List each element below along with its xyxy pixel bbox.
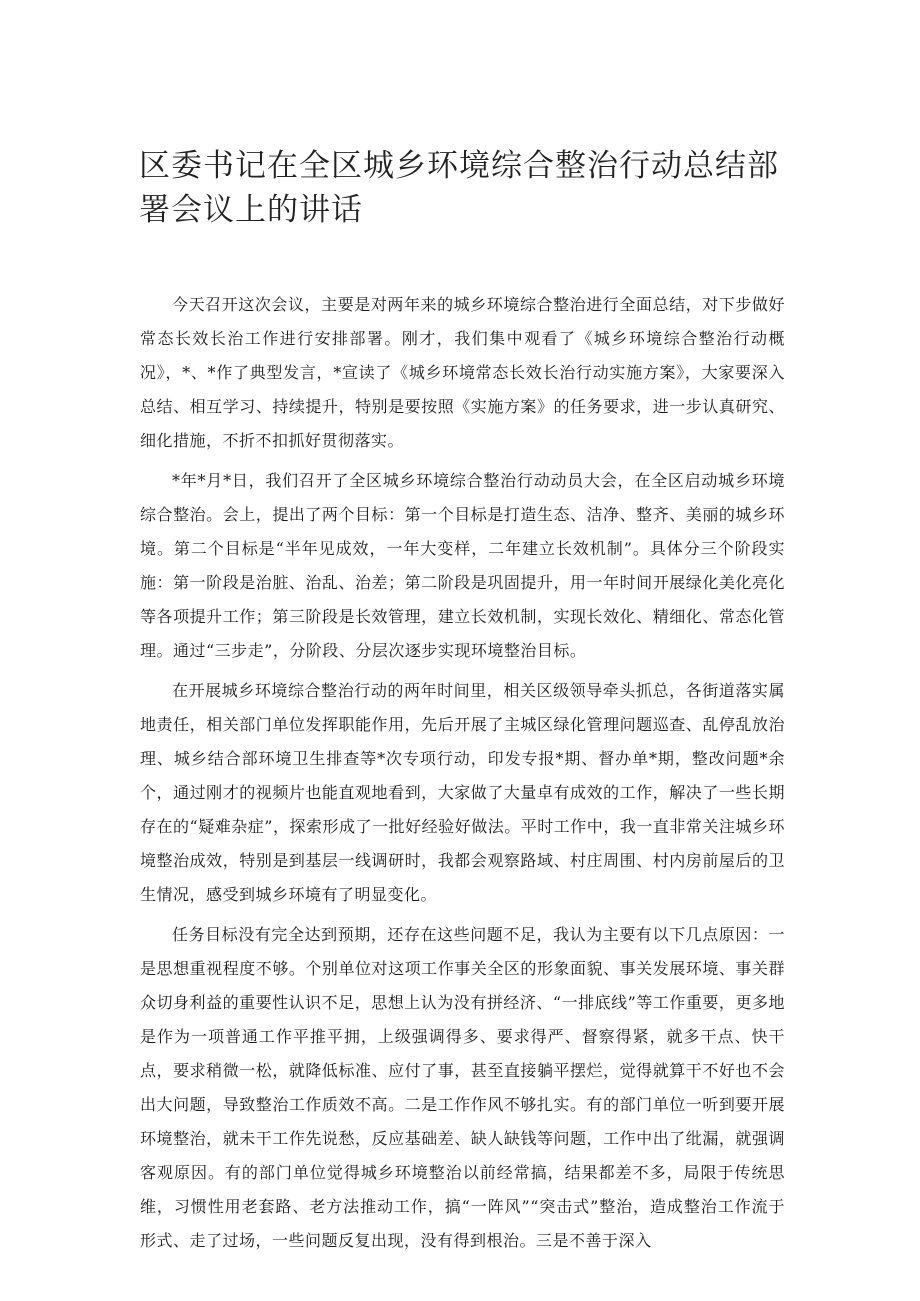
document-title: 区委书记在全区城乡环境综合整治行动总结部署会议上的讲话 — [139, 148, 779, 228]
paragraph: 任务目标没有完全达到预期，还存在这些问题不足，我认为主要有以下几点原因：一是思想重视程度不够。个别单位对这项工作事关全区的形象面貌、事关发展环境、事关群众切身利益的重要性认识不足，思想上认为没有拼经济、“一排底线”等工作重要，更多地是作为一项普通工作平推平拥，上级强调得多、要求得严、督察得紧，就多干点、快干点，要求稍微一松，就降低标准、应付了事，甚至直接躺平摆烂，觉得就算干不好也不会出大问题，导致整治工作质效不高。二是工作作风不够扎实。有的部门单位一听到要开展环境整治，就未干工作先说愁，反应基础差、缺人缺钱等问题，工作中出了纰漏，就强调客观原因。有的部门单位觉得城乡环境整治以前经常搞，结果都差不多，局限于传统思维，习惯性用老套路、老方法推动工作，搞“一阵风”“突击式”整治，造成整治工作流于形式、走了过场，一些问题反复出现，没有得到根治。三是不善于深入 — [140, 925, 785, 1250]
paragraph: 今天召开这次会议，主要是对两年来的城乡环境综合整治进行全面总结，对下步做好常态长效长治工作进行安排部署。刚才，我们集中观看了《城乡环境综合整治行动概况》，*、*作了典型发言，*宣读了《城乡环境常态长效长治行动实施方案》，大家要深入总结、相互学习、持续提升，特别是要按照《实施方案》的任务要求，进一步认真研究、细化措施，不折不扣抓好贯彻落实。 — [140, 295, 785, 450]
document-body — [140, 288, 785, 1264]
paragraph: 在开展城乡环境综合整治行动的两年时间里，相关区级领导牵头抓总，各街道落实属地责任，相关部门单位发挥职能作用，先后开展了主城区绿化管理问题巡查、乱停乱放治理、城乡结合部环境卫生排查等*次专项行动，印发专报*期、督办单*期，整改问题*余个，通过刚才的视频片也能直观地看到，大家做了大量卓有成效的工作，解决了一些长期存在的“疑难杂症”，探索形成了一批好经验好做法。平时工作中，我一直非常关注城乡环境整治成效，特别是到基层一线调研时，我都会观察路域、村庄周围、村内房前屋后的卫生情况，感受到城乡环境有了明显变化。 — [140, 681, 785, 904]
paragraph: *年*月*日，我们召开了全区城乡环境综合整治行动动员大会，在全区启动城乡环境综合整治。会上，提出了两个目标：第一个目标是打造生态、洁净、整齐、美丽的城乡环境。第二个目标是“半年见成效，一年大变样，二年建立长效机制”。具体分三个阶段实施：第一阶段是治脏、治乱、治差；第二阶段是巩固提升，用一年时间开展绿化美化亮化等各项提升工作；第三阶段是长效管理，建立长效机制，实现长效化、精细化、常态化管理。通过“三步走”，分阶段、分层次逐步实现环境整治目标。 — [140, 471, 785, 660]
